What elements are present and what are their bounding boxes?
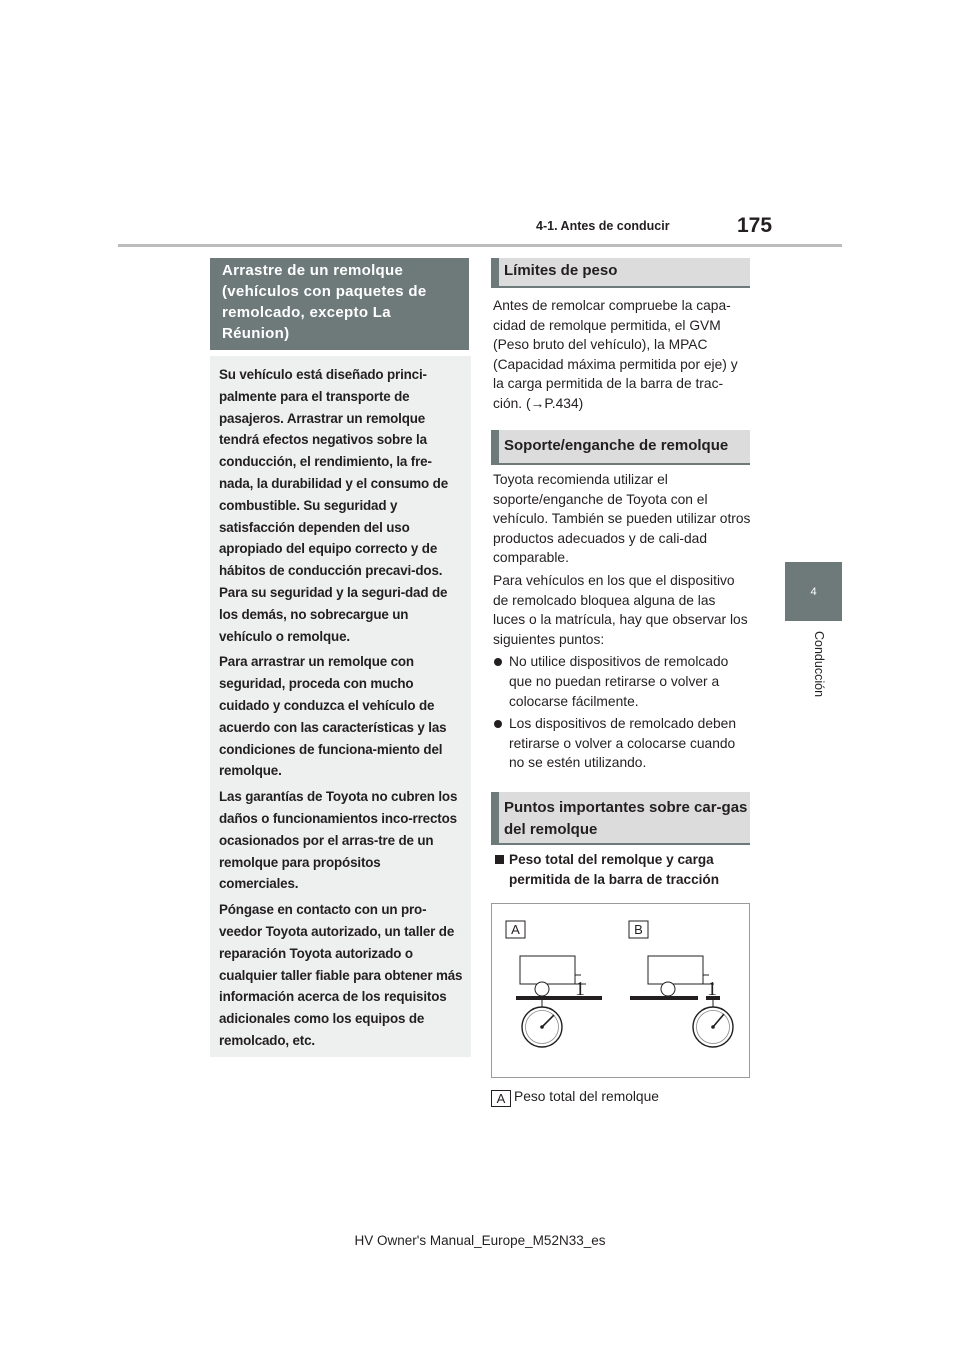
trailer-a-drawing <box>516 956 602 1047</box>
footer-text: HV Owner's Manual_Europe_M52N33_es <box>354 1233 606 1248</box>
weight-limits-text: Antes de remolcar compruebe la capa-cidad de remolque permitida, el GVM (Peso bruto del vehículo), la MPAC (Capacidad máxima permitida por eje) y la carga permitida de la barra de trac-ción. (→P.434) <box>493 298 738 411</box>
figure-label-b: B <box>634 922 643 937</box>
section-label: 4-1. Antes de conducir <box>536 219 670 233</box>
weight-limits-heading: Límites de peso <box>491 258 750 288</box>
chapter-label <box>812 631 826 711</box>
load-points-heading: Puntos importantes sobre car-gas del remolque <box>491 792 750 845</box>
towing-paragraph-2: Para arrastrar un remolque con seguridad, proceda con mucho cuidado y conduzca el vehículo de acuerdo con las características y las condiciones de funciona-miento del remolque. <box>219 654 447 779</box>
hitch-heading: Soporte/enganche de remolque <box>491 430 750 465</box>
figure-label-a: A <box>511 922 520 937</box>
hitch-paragraph-1: Toyota recomienda utilizar el soporte/enganche de Toyota con el vehículo. También se pueden utilizar otros productos adecuados y de cali-dad comparable. <box>493 472 751 566</box>
left-section-title: Arrastre de un remolque (vehículos con paquetes de remolcado, excepto La Réunion) <box>210 258 469 350</box>
trailer-weight-figure <box>491 903 750 1078</box>
figure-legend <box>491 1089 659 1107</box>
page-number: 175 <box>737 214 773 237</box>
header-rule <box>118 244 842 247</box>
svg-text:1: 1 <box>707 978 717 1000</box>
hitch-paragraph-2: Para vehículos en los que el dispositivo de remolcado bloquea alguna de las luces o la matrícula, hay que observar los siguientes puntos: <box>493 572 748 647</box>
hitch-section <box>493 470 751 776</box>
towing-paragraph-3: Las garantías de Toyota no cubren los daños o funcionamientos inco-rrectos ocasionados por el arras-tre de un remolque para propósitos comerciales. <box>219 789 458 892</box>
svg-text:1: 1 <box>575 978 585 1000</box>
towing-info-box <box>210 356 471 1057</box>
legend-text: Peso total del remolque <box>514 1089 659 1104</box>
trailer-weight-illustration <box>492 904 749 1077</box>
trailer-b-drawing <box>630 956 733 1047</box>
chapter-label-text: Conducción <box>812 631 826 698</box>
towing-paragraph-1: Su vehículo está diseñado princi-palmente para el transporte de pasajeros. Arrastrar un remolque tendrá efectos negativos sobre la conducción, el rendimiento, la fre-nada, la durabilidad y el consumo de combustible. Su seguridad y satisfacción dependen del uso apropiado del equipo correcto y de hábitos de conducción precavi-dos. Para su seguridad y la seguri-dad de los demás, no sobrecargue un vehículo o remolque. <box>219 367 448 644</box>
legend-key: A <box>491 1090 511 1107</box>
towing-paragraph-4: Póngase en contacto con un pro-veedor Toyota autorizado, un taller de reparación Toyota autorizado o cualquier taller fiable para obtener más información acerca de los requisitos adicionales como los equipos de remolcado, etc. <box>219 902 463 1048</box>
load-subheading: Peso total del remolque y carga permitida de la barra de tracción <box>493 850 751 890</box>
hitch-bullet-1: No utilice dispositivos de remolcado que no puedan retirarse o volver a colocarse fácilmente. <box>493 652 751 711</box>
chapter-tab: 4 <box>785 562 842 621</box>
hitch-bullet-2: Los dispositivos de remolcado deben retirarse o volver a colocarse cuando no se estén utilizando. <box>493 714 751 773</box>
